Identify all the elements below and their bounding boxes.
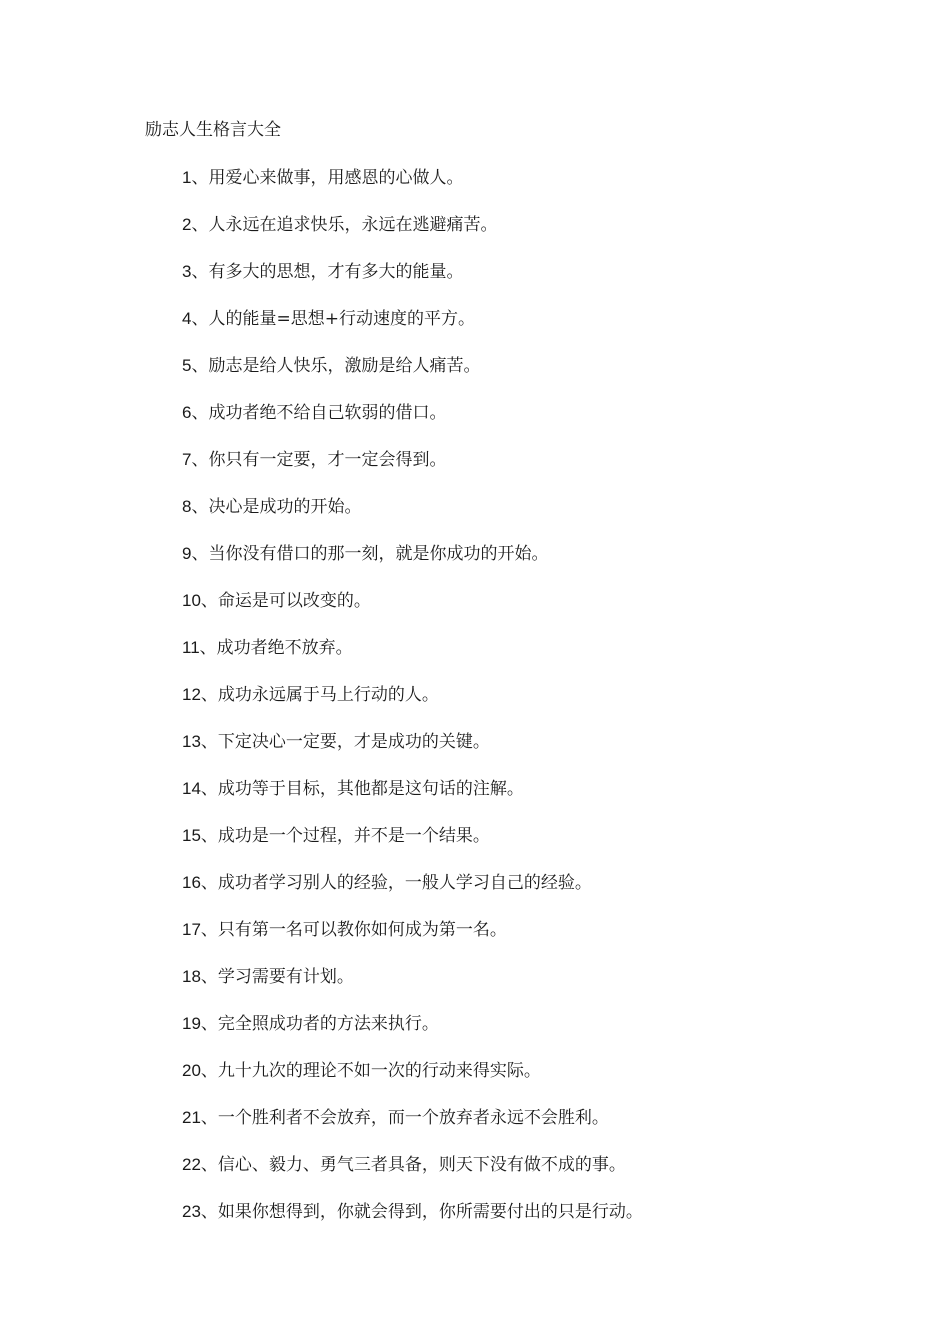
quote-text: 、成功者绝不放弃。 — [199, 638, 353, 658]
quote-text: 、学习需要有计划。 — [200, 967, 354, 987]
quote-item — [182, 260, 643, 307]
quote-number: 20 — [182, 1061, 201, 1080]
quote-text: 、九十九次的理论不如一次的行动来得实际。 — [200, 1061, 541, 1081]
quote-item — [182, 824, 643, 871]
quote-number: 1 — [182, 168, 192, 187]
quote-text: 、人永远在追求快乐，永远在逃避痛苦。 — [191, 215, 498, 235]
quote-text: 、成功是一个过程，并不是一个结果。 — [200, 826, 490, 846]
quote-number: 8 — [182, 497, 192, 516]
quote-text: 、信心、毅力、勇气三者具备，则天下没有做不成的事。 — [200, 1155, 626, 1175]
quote-text: 、成功者学习别人的经验，一般人学习自己的经验。 — [200, 873, 592, 893]
quote-number: 12 — [182, 685, 201, 704]
quote-item — [182, 589, 643, 636]
quote-number: 13 — [182, 732, 201, 751]
quote-item — [182, 495, 643, 542]
quote-number: 7 — [182, 450, 192, 469]
quote-number: 5 — [182, 356, 192, 375]
quote-text: 、完全照成功者的方法来执行。 — [200, 1014, 439, 1034]
quote-item — [182, 965, 643, 1012]
quote-number: 18 — [182, 967, 201, 986]
quote-text: 、有多大的思想，才有多大的能量。 — [191, 262, 464, 282]
document-title: 励志人生格言大全 — [145, 120, 281, 140]
quote-number: 10 — [182, 591, 201, 610]
quote-text: 、励志是给人快乐，激励是给人痛苦。 — [191, 356, 481, 376]
quote-number: 19 — [182, 1014, 201, 1033]
quote-number: 11 — [182, 638, 200, 657]
quote-item — [182, 777, 643, 824]
quote-item — [182, 1153, 643, 1200]
quote-item — [182, 213, 643, 260]
quote-item — [182, 683, 643, 730]
quote-text: 、下定决心一定要，才是成功的关键。 — [200, 732, 490, 752]
quote-number: 6 — [182, 403, 192, 422]
quote-number: 23 — [182, 1202, 201, 1221]
quote-item — [182, 1106, 643, 1153]
quote-item — [182, 448, 643, 495]
quote-number: 22 — [182, 1155, 201, 1174]
quote-number: 17 — [182, 920, 201, 939]
quote-item — [182, 730, 643, 777]
quote-text: 、用爱心来做事，用感恩的心做人。 — [191, 168, 464, 188]
quote-text: 、决心是成功的开始。 — [191, 497, 362, 517]
quote-text: 、一个胜利者不会放弃，而一个放弃者永远不会胜利。 — [200, 1108, 609, 1128]
quote-text: 、成功永远属于马上行动的人。 — [200, 685, 439, 705]
quote-text: 、命运是可以改变的。 — [200, 591, 371, 611]
quote-item — [182, 166, 643, 213]
quote-text: 、当你没有借口的那一刻，就是你成功的开始。 — [191, 544, 549, 564]
quote-number: 14 — [182, 779, 201, 798]
quote-number: 3 — [182, 262, 192, 281]
quote-item — [182, 307, 643, 354]
quote-item — [182, 871, 643, 918]
quote-text: 、人的能量=思想+行动速度的平方。 — [191, 309, 475, 329]
quote-text: 、成功等于目标，其他都是这句话的注解。 — [200, 779, 524, 799]
quote-item — [182, 1059, 643, 1106]
quote-number: 4 — [182, 309, 192, 328]
quote-list — [182, 166, 643, 1247]
quote-number: 16 — [182, 873, 201, 892]
quote-number: 21 — [182, 1108, 201, 1127]
quote-text: 、如果你想得到，你就会得到，你所需要付出的只是行动。 — [200, 1202, 643, 1222]
quote-number: 9 — [182, 544, 192, 563]
quote-item — [182, 542, 643, 589]
quote-item — [182, 1012, 643, 1059]
quote-item — [182, 354, 643, 401]
quote-text: 、你只有一定要，才一定会得到。 — [191, 450, 447, 470]
quote-item — [182, 401, 643, 448]
quote-item — [182, 1200, 643, 1247]
quote-item — [182, 636, 643, 683]
quote-text: 、成功者绝不给自己软弱的借口。 — [191, 403, 447, 423]
quote-number: 15 — [182, 826, 201, 845]
quote-number: 2 — [182, 215, 192, 234]
quote-text: 、只有第一名可以教你如何成为第一名。 — [200, 920, 507, 940]
quote-item — [182, 918, 643, 965]
